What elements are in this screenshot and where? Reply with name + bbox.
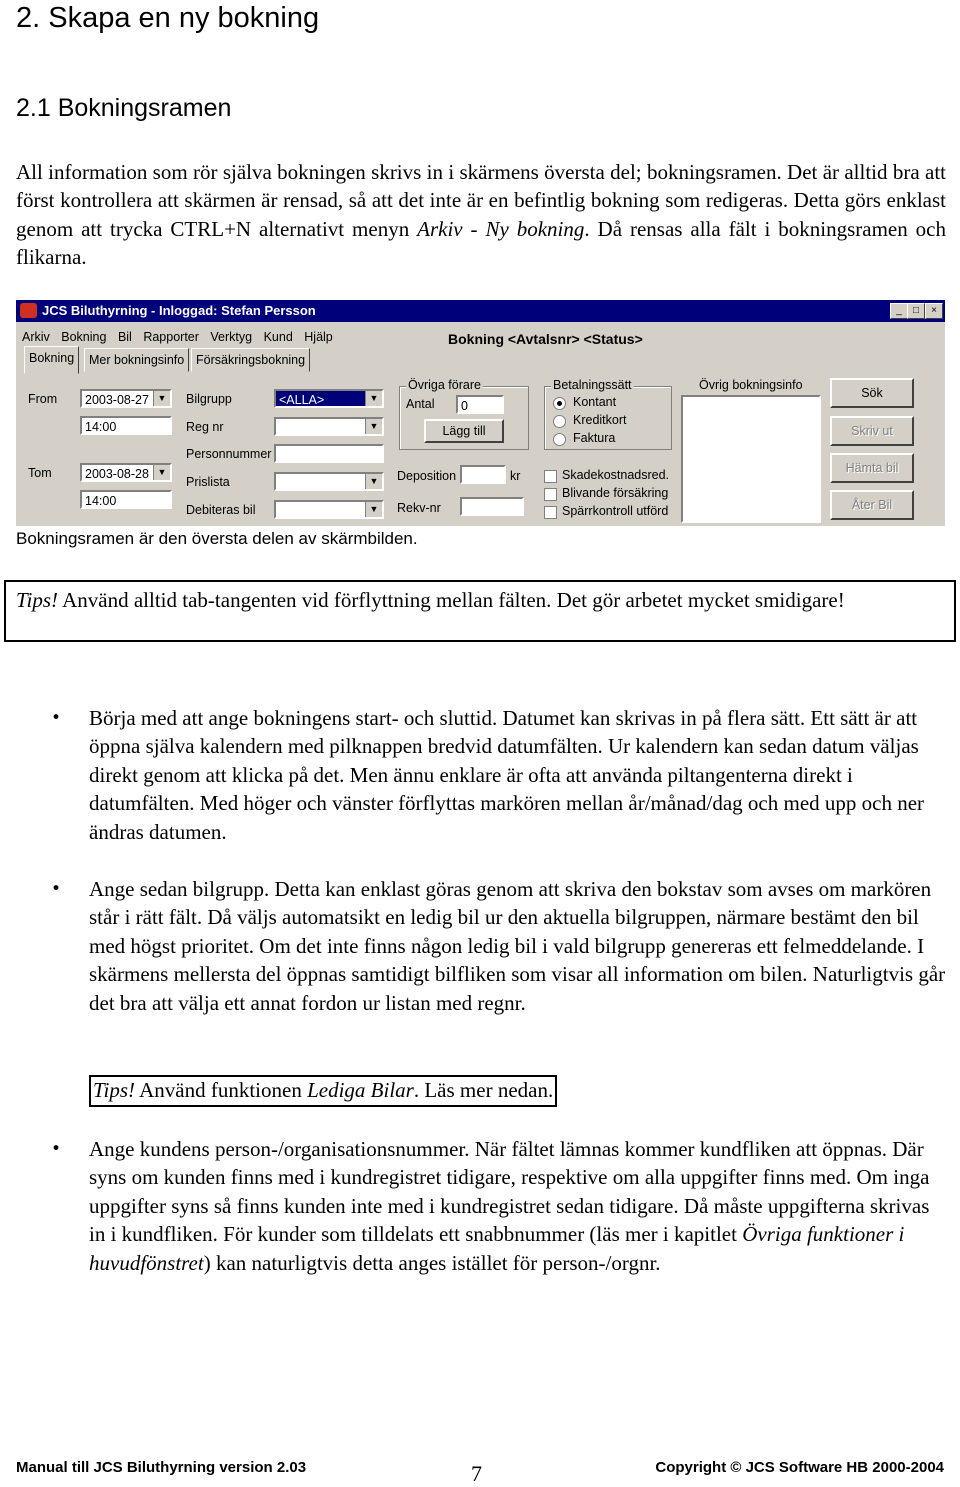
tab-forsakringsbokning[interactable]: Försäkringsbokning	[191, 348, 310, 372]
sok-button[interactable]: Sök	[830, 378, 914, 408]
tab-bokning[interactable]: Bokning	[24, 346, 79, 374]
bullet-kund: • Ange kundens person-/organisationsnummer. När fältet lämnas kommer kundfliken att öppnas. Där syns om kunden finns med i kundregistret tidigare, respektive om alla uppgifter finns med. Om inga uppgifter syns så finns kunden inte med i kundregistret sedan tidigare. Då måste uppgifterna skrivas in i kundfliken. För kunder som tilldelats ett snabbnummer (läs mer i kapitlet Övriga funktioner i huvudfönstret) kan naturligtvis detta anges istället för person-/orgnr.	[89, 1135, 947, 1277]
kreditkort-label: Kreditkort	[573, 413, 627, 427]
bilgrupp-select[interactable]: <ALLA> ▼	[274, 389, 384, 408]
bullet-bilgrupp: • Ange sedan bilgrupp. Detta kan enklast göras genom att skriva den bokstav som avses om markören står i rätt fält. Då väljs automatsikt en ledig bil ur den aktuella bilgruppen, närmare bestämt den bil med högst prioritet. Om det inte finns någon ledig bil i vald bilgrupp genereras ett felmeddelande. I skärmens mellersta del öppnas samtidigt bilfliken som visar all information om bilen. Naturligtvis går det bra att välja ett annat fordon ur listan med regnr.	[89, 875, 947, 1017]
kontant-label: Kontant	[573, 395, 617, 409]
rekvnr-label: Rekv-nr	[397, 501, 441, 515]
regnr-select[interactable]	[274, 417, 384, 436]
skadekostnad-label: Skadekostnadsred.	[562, 468, 670, 482]
ovrig-bokningsinfo-label: Övrig bokningsinfo	[699, 378, 803, 392]
intro-paragraph: All information som rör själva bokningen skrivs in i skärmens översta del; bokningsramen. Det är alltid bra att först kontrollera att skärmen är rensad, så att det inte är en befintlig bokning som redigeras. Detta görs enklast genom att trycka CTRL+N alternativt menyn Arkiv - Ny bokning. Då rensas alla fält i bokningsramen och flikarna.	[16, 160, 947, 270]
menu-bar	[22, 330, 341, 344]
app-logo-icon	[20, 303, 37, 318]
chevron-down-icon[interactable]: ▼	[365, 474, 382, 489]
chevron-down-icon[interactable]: ▼	[153, 465, 170, 480]
ovriga-forare-group	[399, 378, 529, 450]
footer-copyright: Copyright © JCS Software HB 2000-2004	[655, 1459, 944, 1476]
debiteras-label: Debiteras bil	[186, 503, 256, 517]
tom-date-field[interactable]: 2003-08-28 ▼	[80, 463, 172, 482]
page-number: 7	[471, 1461, 482, 1486]
regnr-label: Reg nr	[186, 420, 224, 434]
menu-path: Arkiv - Ny bokning	[417, 216, 585, 241]
from-time-field[interactable]: 14:00	[80, 416, 172, 435]
kontant-radio[interactable]	[553, 397, 566, 410]
menu-bil[interactable]: Bil	[117, 330, 132, 344]
tip2-function: Lediga Bilar	[307, 1078, 414, 1102]
lagg-till-button[interactable]: Lägg till	[424, 419, 504, 443]
debiteras-select[interactable]	[274, 500, 384, 519]
menu-arkiv[interactable]: Arkiv	[22, 330, 50, 344]
tom-label: Tom	[28, 466, 52, 480]
ovriga-forare-title: Övriga förare	[408, 378, 481, 392]
screenshot-caption: Bokningsramen är den översta delen av skärmbilden.	[16, 529, 418, 548]
menu-bokning[interactable]: Bokning	[61, 330, 107, 344]
menu-kund[interactable]: Kund	[263, 330, 293, 344]
tom-time-field[interactable]: 14:00	[80, 490, 172, 509]
blivande-forsakring-checkbox[interactable]	[544, 488, 557, 501]
window-titlebar	[16, 300, 945, 322]
faktura-radio[interactable]	[553, 433, 566, 446]
tip-lediga-bilar: Tips! Använd funktionen Lediga Bilar. Läs mer nedan.	[89, 1075, 557, 1107]
deposition-unit: kr	[510, 469, 521, 483]
tip-prefix: Tips!	[16, 588, 59, 612]
skadekostnad-checkbox[interactable]	[544, 470, 557, 483]
skriv-ut-button[interactable]: Skriv ut	[830, 416, 914, 446]
chevron-down-icon[interactable]: ▼	[153, 391, 170, 406]
chapter-heading: 2. Skapa en ny bokning	[16, 2, 320, 34]
minimize-icon[interactable]: _	[890, 303, 908, 319]
tip-box	[4, 580, 956, 642]
footer-manual-title: Manual till JCS Biluthyrning version 2.03	[16, 1459, 307, 1476]
antal-label: Antal	[406, 397, 435, 411]
booking-status-band: Bokning <Avtalsnr> <Status>	[448, 331, 643, 347]
chevron-down-icon[interactable]: ▼	[365, 391, 382, 406]
bilgrupp-label: Bilgrupp	[186, 392, 232, 406]
sparrkontroll-checkbox[interactable]	[544, 506, 557, 519]
from-date-field[interactable]: 2003-08-27 ▼	[80, 389, 172, 408]
deposition-label: Deposition	[397, 469, 457, 483]
booking-frame-screenshot	[16, 300, 945, 526]
deposition-field[interactable]	[460, 465, 506, 484]
chevron-down-icon[interactable]: ▼	[365, 419, 382, 434]
betalningssatt-group	[544, 378, 672, 450]
bullet-dates: • Börja med att ange bokningens start- och sluttid. Datumet kan skrivas in på flera sätt. Ett sätt är att öppna själva kalendern med pilknappen bredvid datumfälten. Ur kalendern kan sedan datum väljas direkt genom att klicka på det. Men ännu enklare är ofta att använda piltangenterna direkt i datumfälten. Med höger och vänster förflyttas markören mellan år/månad/dag och med upp och ner ändras datumen.	[89, 704, 947, 846]
personnummer-label: Personnummer	[186, 447, 272, 461]
rekvnr-field[interactable]	[460, 497, 524, 516]
prislista-label: Prislista	[186, 475, 230, 489]
menu-rapporter[interactable]: Rapporter	[143, 330, 199, 344]
sparrkontroll-label: Spärrkontroll utförd	[562, 504, 669, 518]
menu-verktyg[interactable]: Verktyg	[210, 330, 253, 344]
close-icon[interactable]: ×	[925, 303, 943, 319]
tab-mer-bokningsinfo[interactable]: Mer bokningsinfo	[84, 348, 189, 372]
chevron-down-icon[interactable]: ▼	[365, 502, 382, 517]
tip-text: Tips! Använd alltid tab-tangenten vid förflyttning mellan fälten. Det gör arbetet mycket smidigare!	[16, 588, 845, 612]
faktura-label: Faktura	[573, 431, 616, 445]
prislista-select[interactable]	[274, 472, 384, 491]
window-title: JCS Biluthyrning - Inloggad: Stefan Persson	[42, 303, 316, 318]
blivande-forsakring-label: Blivande försäkring	[562, 486, 669, 500]
betalningssatt-title: Betalningssätt	[553, 378, 632, 392]
maximize-icon[interactable]: □	[907, 303, 925, 319]
antal-field[interactable]: 0	[456, 395, 504, 414]
ater-bil-button[interactable]: Åter Bil	[830, 490, 914, 520]
tip2-prefix: Tips!	[93, 1078, 136, 1102]
chapter-reference: Övriga funktioner i huvudfönstret	[89, 1222, 905, 1275]
ovrig-bokningsinfo-textarea[interactable]	[681, 395, 821, 523]
hamta-bil-button[interactable]: Hämta bil	[830, 453, 914, 483]
from-label: From	[28, 392, 58, 406]
menu-hjalp[interactable]: Hjälp	[304, 330, 333, 344]
kreditkort-radio[interactable]	[553, 415, 566, 428]
section-heading: 2.1 Bokningsramen	[16, 94, 232, 122]
personnummer-field[interactable]	[274, 444, 384, 463]
